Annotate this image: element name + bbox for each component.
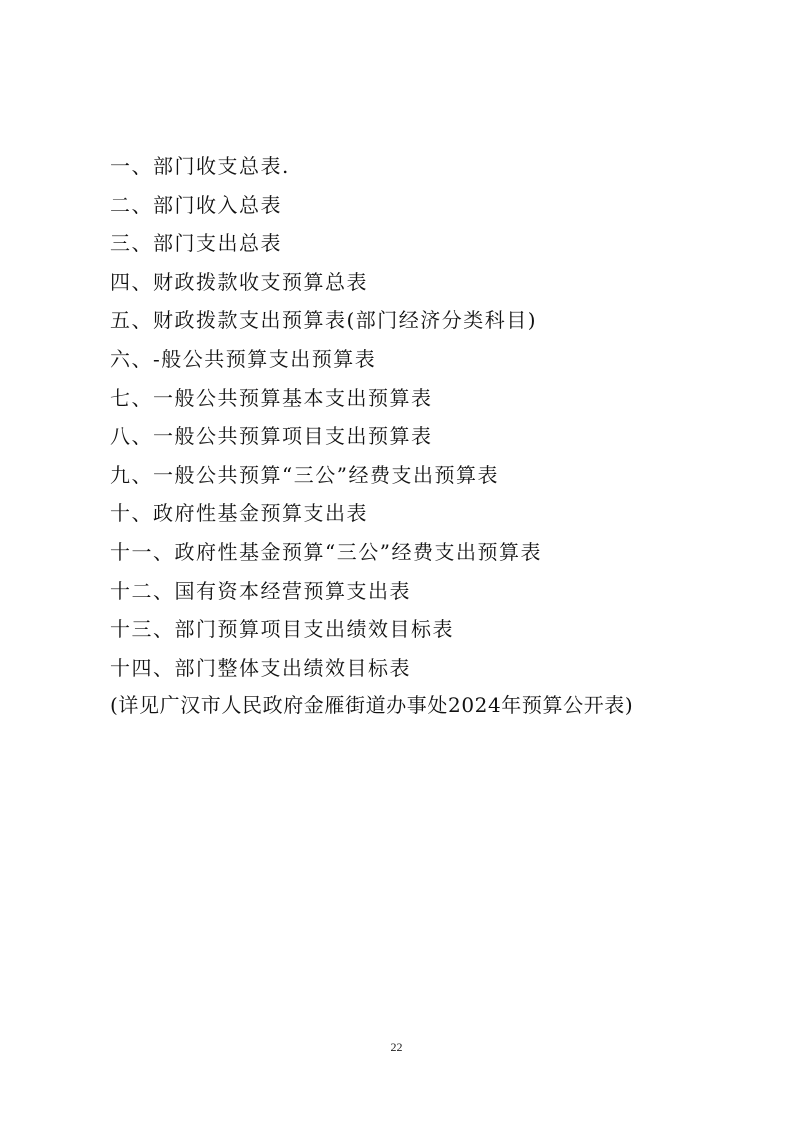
list-item: 十、政府性基金预算支出表 [110,501,368,526]
list-item: 十一、政府性基金预算“三公”经费支出预算表 [110,539,542,564]
list-item: 三、部门支出总表 [110,231,282,256]
list-item: 四、财政拨款收支预算总表 [110,269,368,294]
list-item: 十三、部门预算项目支出绩效目标表 [110,617,454,642]
list-item: 二、部门收入总表 [110,192,282,217]
list-item: 五、财政拨款支出预算表(部门经济分类科目) [110,308,538,333]
source-note: (详见广汉市人民政府金雁街道办事处2024年预算公开表) [110,693,634,717]
table-list [110,147,730,687]
list-item: 六、-般公共预算支出预算表 [110,346,377,371]
list-item: 十四、部门整体支出绩效目标表 [110,655,411,680]
list-item: 一、部门收支总表. [110,154,290,178]
list-item: 十二、国有资本经营预算支出表 [110,578,411,603]
list-item: 八、一般公共预算项目支出预算表 [110,424,433,449]
list-item: 七、一般公共预算基本支出预算表 [110,385,433,410]
list-item: 九、一般公共预算“三公”经费支出预算表 [110,462,499,487]
page-number: 22 [390,1040,403,1054]
